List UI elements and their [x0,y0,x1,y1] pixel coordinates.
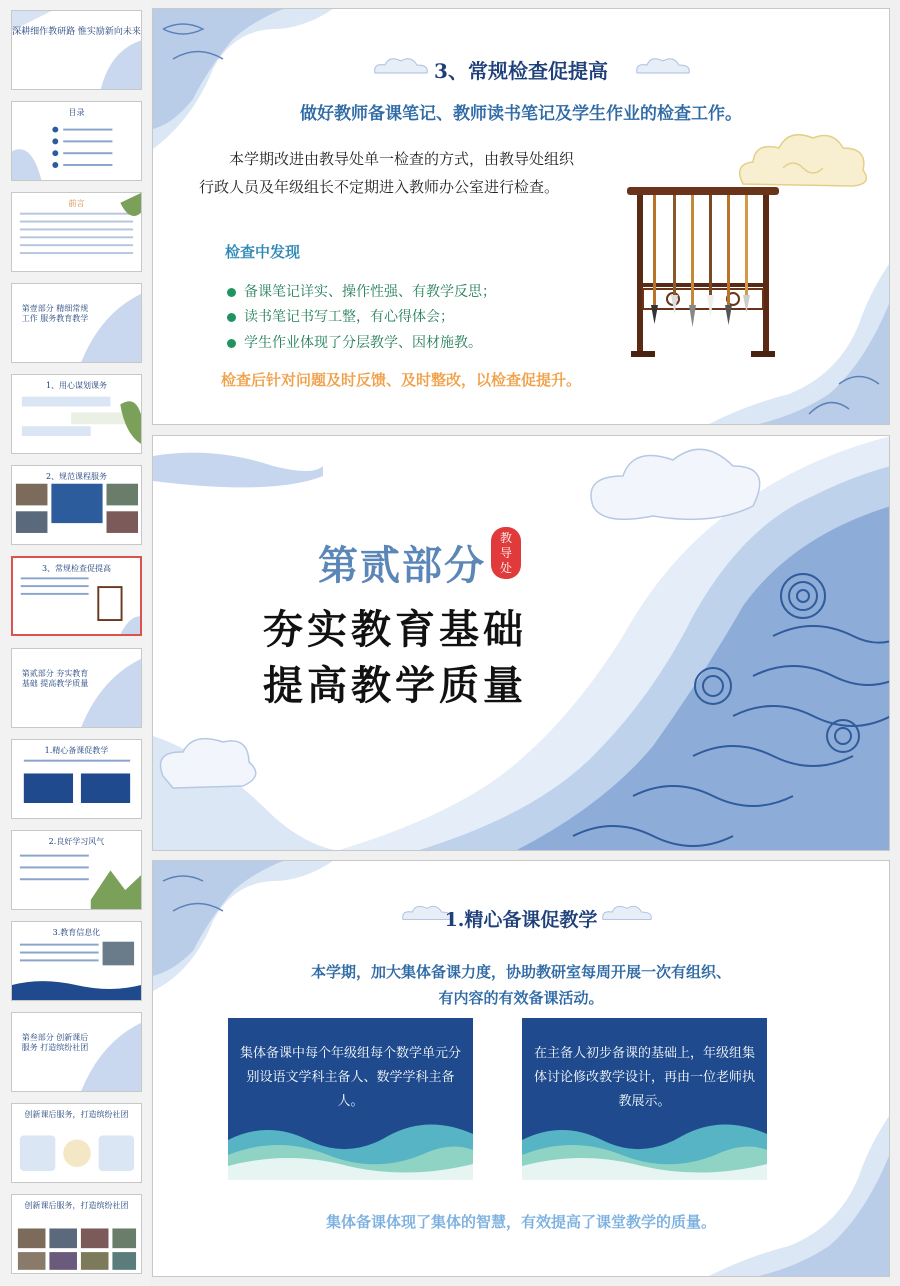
findings-label: 检查中发现 [225,243,301,261]
thumbnail-slide-12[interactable] [11,1012,142,1092]
slide-title: 3、常规检查促提高 [434,59,608,83]
part-number-heading: 第贰部分 [318,542,486,589]
brush-rack-icon [623,179,783,359]
section-title-line-2: 提高教学质量 [263,662,527,709]
thumbnail-title: 前言 [68,199,85,208]
conclusion-note: 检查后针对问题及时反馈、及时整改，以检查促提升。 [221,371,582,389]
thumbnail-title: 第壹部分 精细常规工作 服务教育教学 [21,304,89,323]
info-card-lead-preparer [228,1018,473,1180]
thumbnail-title: 目录 [68,108,85,117]
slide-part-two-cover[interactable] [152,435,890,851]
thumbnail-slide-2[interactable] [11,101,142,181]
wave-decoration-icon [12,11,141,90]
thumbnail-title: 2.良好学习风气 [48,837,105,846]
summary-footer: 集体备课体现了集体的智慧，有效提高了课堂教学的质量。 [325,1213,716,1231]
thumbnail-title: 创新课后服务，打造缤纷社团 [24,1201,129,1210]
section-title-line-1: 夯实教育基础 [263,606,527,653]
slide-thumbnail-panel [0,0,150,1286]
thumbnail-slide-11[interactable] [11,921,142,1001]
thumbnail-slide-8[interactable] [11,648,142,728]
card-text: 在主备人初步备课的基础上，年级组集体讨论修改教学设计，再由一位老师执教展示。 [533,1046,755,1109]
thumbnail-title: 第贰部分 夯实教育基础 提高教学质量 [21,669,89,688]
finding-item [227,332,482,352]
thumbnail-title: 深耕细作教研路 惟实励新向未来 [12,27,141,37]
thumbnail-slide-6[interactable] [11,465,142,545]
thumbnail-title: 1.精心备课促教学 [44,746,109,755]
thumbnail-title: 第叁部分 创新课后服务 打造缤纷社团 [21,1033,89,1052]
thumbnail-title: 1、用心谋划课务 [45,381,108,390]
finding-item [227,306,454,326]
seal-text: 教导处 [499,531,512,575]
thumbnail-slide-1[interactable] [11,10,142,90]
thumbnail-slide-13[interactable] [11,1103,142,1183]
thumbnail-slide-14[interactable] [11,1194,142,1274]
finding-text: 读书笔记书写工整，有心得体会； [244,309,454,325]
thumbnail-slide-10[interactable] [11,830,142,910]
thumbnail-slide-5[interactable] [11,374,142,454]
body-paragraph: 本学期改进由教导处单一检查的方式，由教导处组织行政人员及年级组长不定期进入教师办公室进行检查。 [199,150,575,196]
finding-text: 学生作业体现了分层教学、因材施教。 [244,335,482,351]
slide-routine-inspection[interactable] [152,8,890,425]
card-text: 集体备课中每个年级组每个数学单元分别设语文学科主备人、数学学科主备人。 [239,1046,461,1109]
thumbnail-title: 3、常规检查促提高 [41,564,112,573]
thumbnail-slide-9[interactable] [11,739,142,819]
thumbnail-title: 创新课后服务，打造缤纷社团 [24,1110,129,1119]
slide-title: 1.精心备课促教学 [444,909,598,931]
bullet-dot-icon [227,339,236,348]
thumbnail-title: 2、规范课程服务 [45,472,108,481]
slide-subtitle: 做好教师备课笔记、教师读书笔记及学生作业的检查工作。 [300,104,742,124]
thumbnail-slide-7-active[interactable] [11,556,142,636]
thumbnail-slide-3[interactable] [11,192,142,272]
slide-collective-lesson-prep[interactable] [152,860,890,1277]
bullet-dot-icon [227,313,236,322]
finding-item [227,281,496,301]
bullet-dot-icon [227,288,236,297]
finding-text: 备课笔记详实、操作性强、有教学反思； [244,284,496,300]
red-seal-stamp [491,527,521,579]
thumbnail-slide-4[interactable] [11,283,142,363]
intro-line-1: 本学期，加大集体备课力度，协助教研室每周开展一次有组织、 [310,963,731,981]
thumbnail-title: 3.教育信息化 [52,928,101,937]
intro-line-2: 有内容的有效备课活动。 [438,989,604,1007]
info-card-group-discussion [522,1018,767,1180]
